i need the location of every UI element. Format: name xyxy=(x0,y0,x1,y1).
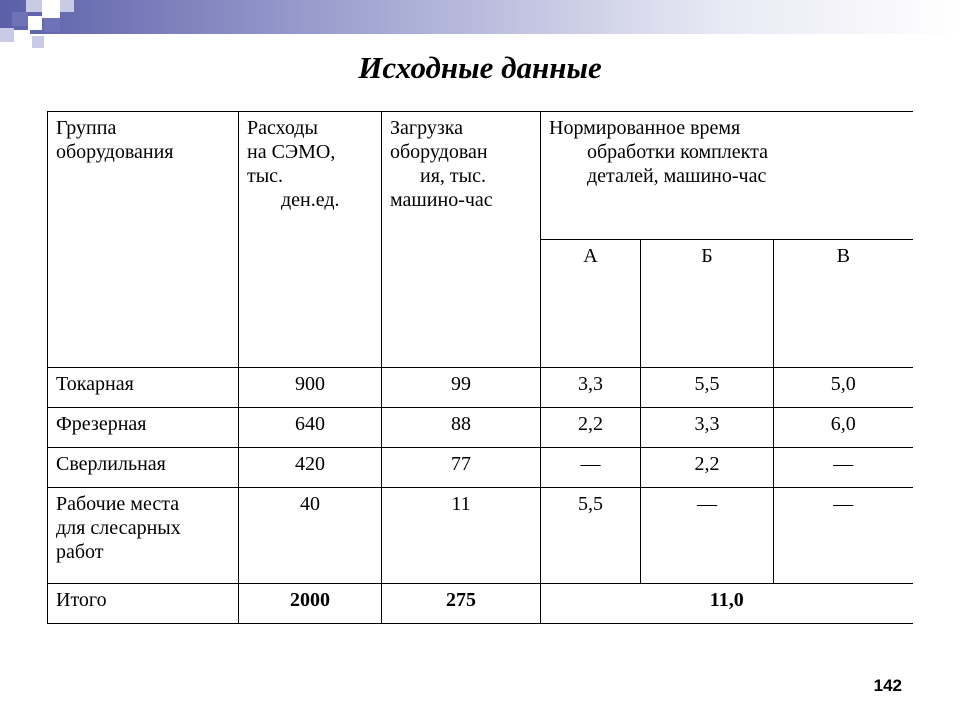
cell-group-line: для слесарных xyxy=(56,517,181,539)
decoration-square xyxy=(0,28,14,42)
header-line: машино-час xyxy=(390,189,493,211)
decoration-square xyxy=(12,12,28,26)
cell-load: 77 xyxy=(382,448,541,488)
cell-part-a: — xyxy=(541,448,641,488)
decoration-square xyxy=(44,18,60,32)
total-expenses: 2000 xyxy=(239,584,382,624)
header-part-a: А xyxy=(541,240,641,368)
cell-load: 11 xyxy=(382,488,541,584)
header-part-b: Б xyxy=(641,240,774,368)
cell-group: Токарная xyxy=(48,368,239,408)
cell-group xyxy=(48,488,239,584)
cell-load: 88 xyxy=(382,408,541,448)
header-line: оборудования xyxy=(56,141,174,163)
cell-group: Фрезерная xyxy=(48,408,239,448)
cell-expenses: 420 xyxy=(239,448,382,488)
decoration-square xyxy=(42,0,60,18)
page-title: Исходные данные xyxy=(358,50,602,85)
header-line: на СЭМО, xyxy=(247,141,336,163)
cell-part-a: 5,5 xyxy=(541,488,641,584)
header-line: оборудован xyxy=(390,141,488,163)
header-part-c: В xyxy=(774,240,913,368)
table-row xyxy=(48,448,913,488)
header-equipment-group xyxy=(48,112,239,368)
header-line: Нормированное время xyxy=(549,117,741,139)
cell-part-b: 5,5 xyxy=(641,368,774,408)
cell-expenses: 40 xyxy=(239,488,382,584)
header-line: ден.ед. xyxy=(281,189,340,211)
cell-group: Сверлильная xyxy=(48,448,239,488)
table-row xyxy=(48,408,913,448)
table-row xyxy=(48,488,913,584)
total-row xyxy=(48,584,913,624)
cell-expenses: 900 xyxy=(239,368,382,408)
decoration-square xyxy=(14,30,30,46)
equipment-data-table xyxy=(47,111,913,624)
header-equipment-load xyxy=(382,112,541,368)
title-decoration-bar xyxy=(0,0,960,48)
header-line: обработки комплекта xyxy=(587,141,768,163)
cell-part-a: 2,2 xyxy=(541,408,641,448)
cell-part-c: — xyxy=(774,448,913,488)
cell-load: 99 xyxy=(382,368,541,408)
cell-part-c: — xyxy=(774,488,913,584)
cell-part-c: 6,0 xyxy=(774,408,913,448)
cell-expenses: 640 xyxy=(239,408,382,448)
decoration-square xyxy=(28,16,42,30)
header-normed-time xyxy=(541,112,913,240)
decoration-square xyxy=(60,0,74,12)
header-line: деталей, машино-час xyxy=(587,165,767,187)
header-line: ия, тыс. xyxy=(420,165,486,187)
page-number: 142 xyxy=(873,676,902,695)
cell-part-c: 5,0 xyxy=(774,368,913,408)
cell-part-b: — xyxy=(641,488,774,584)
total-load: 275 xyxy=(382,584,541,624)
header-line: Расходы xyxy=(247,117,318,139)
header-row xyxy=(48,112,913,240)
header-line: Группа xyxy=(56,117,117,139)
header-line: тыс. xyxy=(247,165,284,187)
total-label: Итого xyxy=(48,584,239,624)
total-normed-time: 11,0 xyxy=(541,584,913,624)
table-row xyxy=(48,368,913,408)
cell-part-b: 2,2 xyxy=(641,448,774,488)
cell-part-a: 3,3 xyxy=(541,368,641,408)
decoration-square xyxy=(32,36,44,48)
cell-group-line: работ xyxy=(56,541,104,563)
cell-group-line: Рабочие места xyxy=(56,493,180,515)
header-line: Загрузка xyxy=(390,117,464,139)
header-expenses xyxy=(239,112,382,368)
decoration-square xyxy=(26,0,42,12)
cell-part-b: 3,3 xyxy=(641,408,774,448)
